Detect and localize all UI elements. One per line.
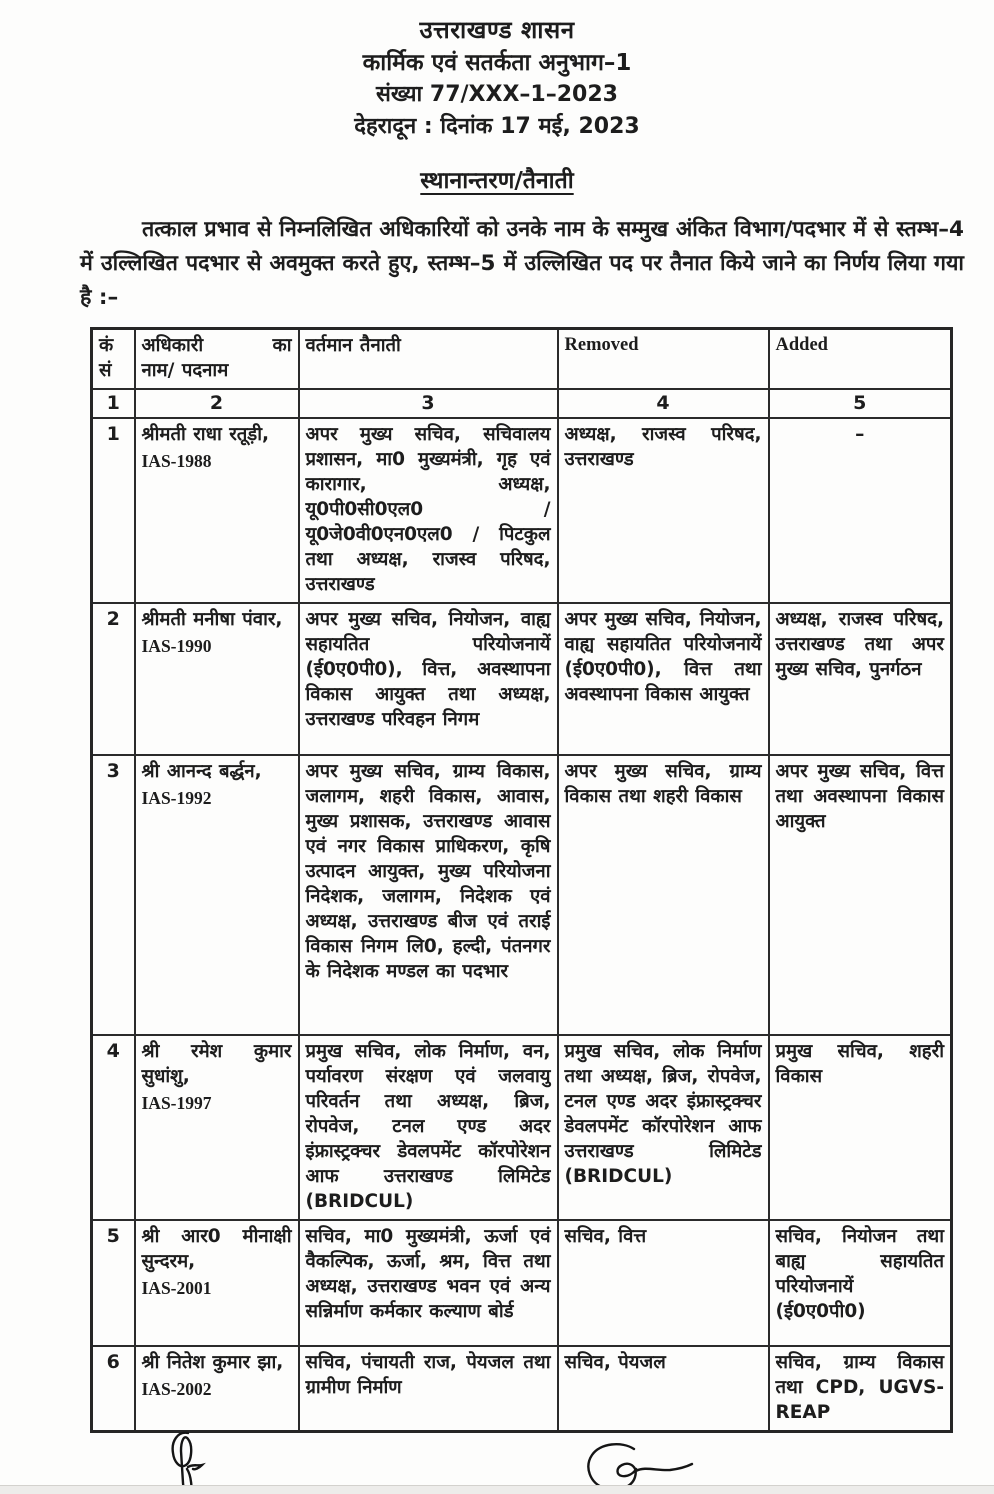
officer-batch: IAS-2002 [141, 1379, 212, 1399]
cell-officer-name [135, 603, 299, 755]
table-header-row [92, 329, 952, 390]
transfer-posting-table [90, 327, 953, 1433]
cell-officer-name [135, 418, 299, 603]
officer-name: श्रीमती मनीषा पंवार, [141, 609, 283, 630]
table-row [92, 755, 952, 1035]
cell-officer-name [135, 1035, 299, 1220]
officer-name: श्री रमेश कुमार सुधांशु, [141, 1041, 292, 1087]
cell-officer-name [135, 755, 299, 1035]
officer-name: श्रीमती राधा रतूड़ी, [141, 424, 270, 445]
officer-batch: IAS-1990 [141, 636, 212, 656]
column-number: 5 [769, 389, 952, 418]
cell-added: सचिव, ग्राम्य विकास तथा CPD, UGVS-REAP [769, 1346, 952, 1432]
table-row [92, 1035, 952, 1220]
column-number: 2 [135, 389, 299, 418]
letterhead [0, 0, 994, 143]
order-number: संख्या 77/XXX–1–2023 [376, 82, 618, 107]
header-current-posting: वर्तमान तैनाती [299, 329, 558, 390]
cell-removed: अपर मुख्य सचिव, ग्राम्य विकास तथा शहरी विकास [558, 755, 769, 1035]
cell-serial: 5 [92, 1220, 135, 1346]
cell-removed: अध्यक्ष, राजस्व परिषद, उत्तराखण्ड [558, 418, 769, 603]
officer-name: श्री आनन्द बर्द्धन, [141, 761, 262, 782]
place-and-date: देहरादून : दिनांक 17 मई, 2023 [354, 114, 640, 139]
cell-current-posting: सचिव, पंचायती राज, पेयजल तथा ग्रामीण निर्माण [299, 1346, 558, 1432]
header-officer-name: अधिकारी का नाम/ पदनाम [135, 329, 299, 390]
cell-removed: अपर मुख्य सचिव, नियोजन, वाह्य सहायतित परियोजनायें (ई0ए0पी0), वित्त तथा अवस्थापना विकास आयुक्त [558, 603, 769, 755]
header-removed: Removed [558, 329, 769, 390]
cell-removed: सचिव, पेयजल [558, 1346, 769, 1432]
officer-batch: IAS-1992 [141, 788, 212, 808]
column-number: 4 [558, 389, 769, 418]
cell-added: अध्यक्ष, राजस्व परिषद, उत्तराखण्ड तथा अपर मुख्य सचिव, पुनर्गठन [769, 603, 952, 755]
officer-batch: IAS-1988 [141, 451, 212, 471]
cell-serial: 6 [92, 1346, 135, 1432]
officer-batch: IAS-1997 [141, 1093, 212, 1113]
cell-added: प्रमुख सचिव, शहरी विकास [769, 1035, 952, 1220]
cell-added: अपर मुख्य सचिव, वित्त तथा अवस्थापना विकास आयुक्त [769, 755, 952, 1035]
column-number: 1 [92, 389, 135, 418]
officer-batch: IAS-2001 [141, 1278, 212, 1298]
cell-officer-name [135, 1220, 299, 1346]
cell-current-posting: अपर मुख्य सचिव, ग्राम्य विकास, जलागम, शहरी विकास, आवास, मुख्य प्रशासक, उत्तराखण्ड आवास एवं नगर विकास प्राधिकरण, कृषि उत्पादन आयुक्त, मुख्य परियोजना निदेशक, जलागम, निदेशक एवं अध्यक्ष, उत्तराखण्ड बीज एवं तराई विकास निगम लि0, हल्दी, पंतनगर के निदेशक मण्डल का पदभार [299, 755, 558, 1035]
column-number: 3 [299, 389, 558, 418]
officer-name: श्री नितेश कुमार झा, [141, 1352, 284, 1373]
table-row [92, 603, 952, 755]
officer-name: श्री आर0 मीनाक्षी सुन्दरम, [141, 1226, 292, 1272]
cell-serial: 1 [92, 418, 135, 603]
table-row [92, 1346, 952, 1432]
header-serial: कं सं [92, 329, 135, 390]
scan-edge-strip [0, 1485, 994, 1494]
header-added: Added [769, 329, 952, 390]
cell-serial: 3 [92, 755, 135, 1035]
table-row [92, 1220, 952, 1346]
cell-removed: सचिव, वित्त [558, 1220, 769, 1346]
department-section: कार्मिक एवं सतर्कता अनुभाग–1 [362, 50, 632, 76]
cell-serial: 2 [92, 603, 135, 755]
government-name: उत्तराखण्ड शासन [419, 16, 575, 44]
cell-added: सचिव, नियोजन तथा बाह्य सहायतित परियोजनायें (ई0ए0पी0) [769, 1220, 952, 1346]
table-row [92, 418, 952, 603]
column-number-row [92, 389, 952, 418]
signature-scribble-left-icon [158, 1427, 220, 1494]
cell-current-posting: अपर मुख्य सचिव, नियोजन, वाह्य सहायतित परियोजनायें (ई0ए0पी0), वित्त, अवस्थापना विकास आयुक्त तथा अध्यक्ष, उत्तराखण्ड परिवहन निगम [299, 603, 558, 755]
cell-added: – [769, 418, 952, 603]
intro-paragraph: तत्काल प्रभाव से निम्नलिखित अधिकारियों को उनके नाम के सम्मुख अंकित विभाग/पदभार में से स्तम्भ–4 में उल्लिखित पदभार से अवमुक्त करते हुए, स्तम्भ–5 में उल्लिखित पद पर तैनात किये जाने का निर्णय लिया गया है :– [80, 217, 964, 310]
cell-current-posting: अपर मुख्य सचिव, सचिवालय प्रशासन, मा0 मुख्यमंत्री, गृह एवं कारागार, अध्यक्ष, यू0पी0सी0एल0 / यू0जे0वी0एन0एल0 / पिटकुल तथा अध्यक्ष, राजस्व परिषद, उत्तराखण्ड [299, 418, 558, 603]
cell-removed: प्रमुख सचिव, लोक निर्माण तथा अध्यक्ष, ब्रिज, रोपवेज, टनल एण्ड अदर इंफ्रास्ट्रक्चर डेवलपमेंट कॉरपोरेशन आफ उत्तराखण्ड लिमिटेड (BRIDCUL) [558, 1035, 769, 1220]
cell-current-posting: प्रमुख सचिव, लोक निर्माण, वन, पर्यावरण संरक्षण एवं जलवायु परिवर्तन तथा अध्यक्ष, ब्रिज, रोपवेज, टनल एण्ड अदर इंफ्रास्ट्रक्चर डेवलपमेंट कॉरपोरेशन आफ उत्तराखण्ड लिमिटेड (BRIDCUL) [299, 1035, 558, 1220]
cell-current-posting: सचिव, मा0 मुख्यमंत्री, ऊर्जा एवं वैकल्पिक, ऊर्जा, श्रम, वित्त तथा अध्यक्ष, उत्तराखण्ड भवन एवं अन्य सन्निर्माण कर्मकार कल्याण बोर्ड [299, 1220, 558, 1346]
document-title: स्थानान्तरण/तैनाती [420, 168, 574, 194]
cell-serial: 4 [92, 1035, 135, 1220]
cell-officer-name [135, 1346, 299, 1432]
